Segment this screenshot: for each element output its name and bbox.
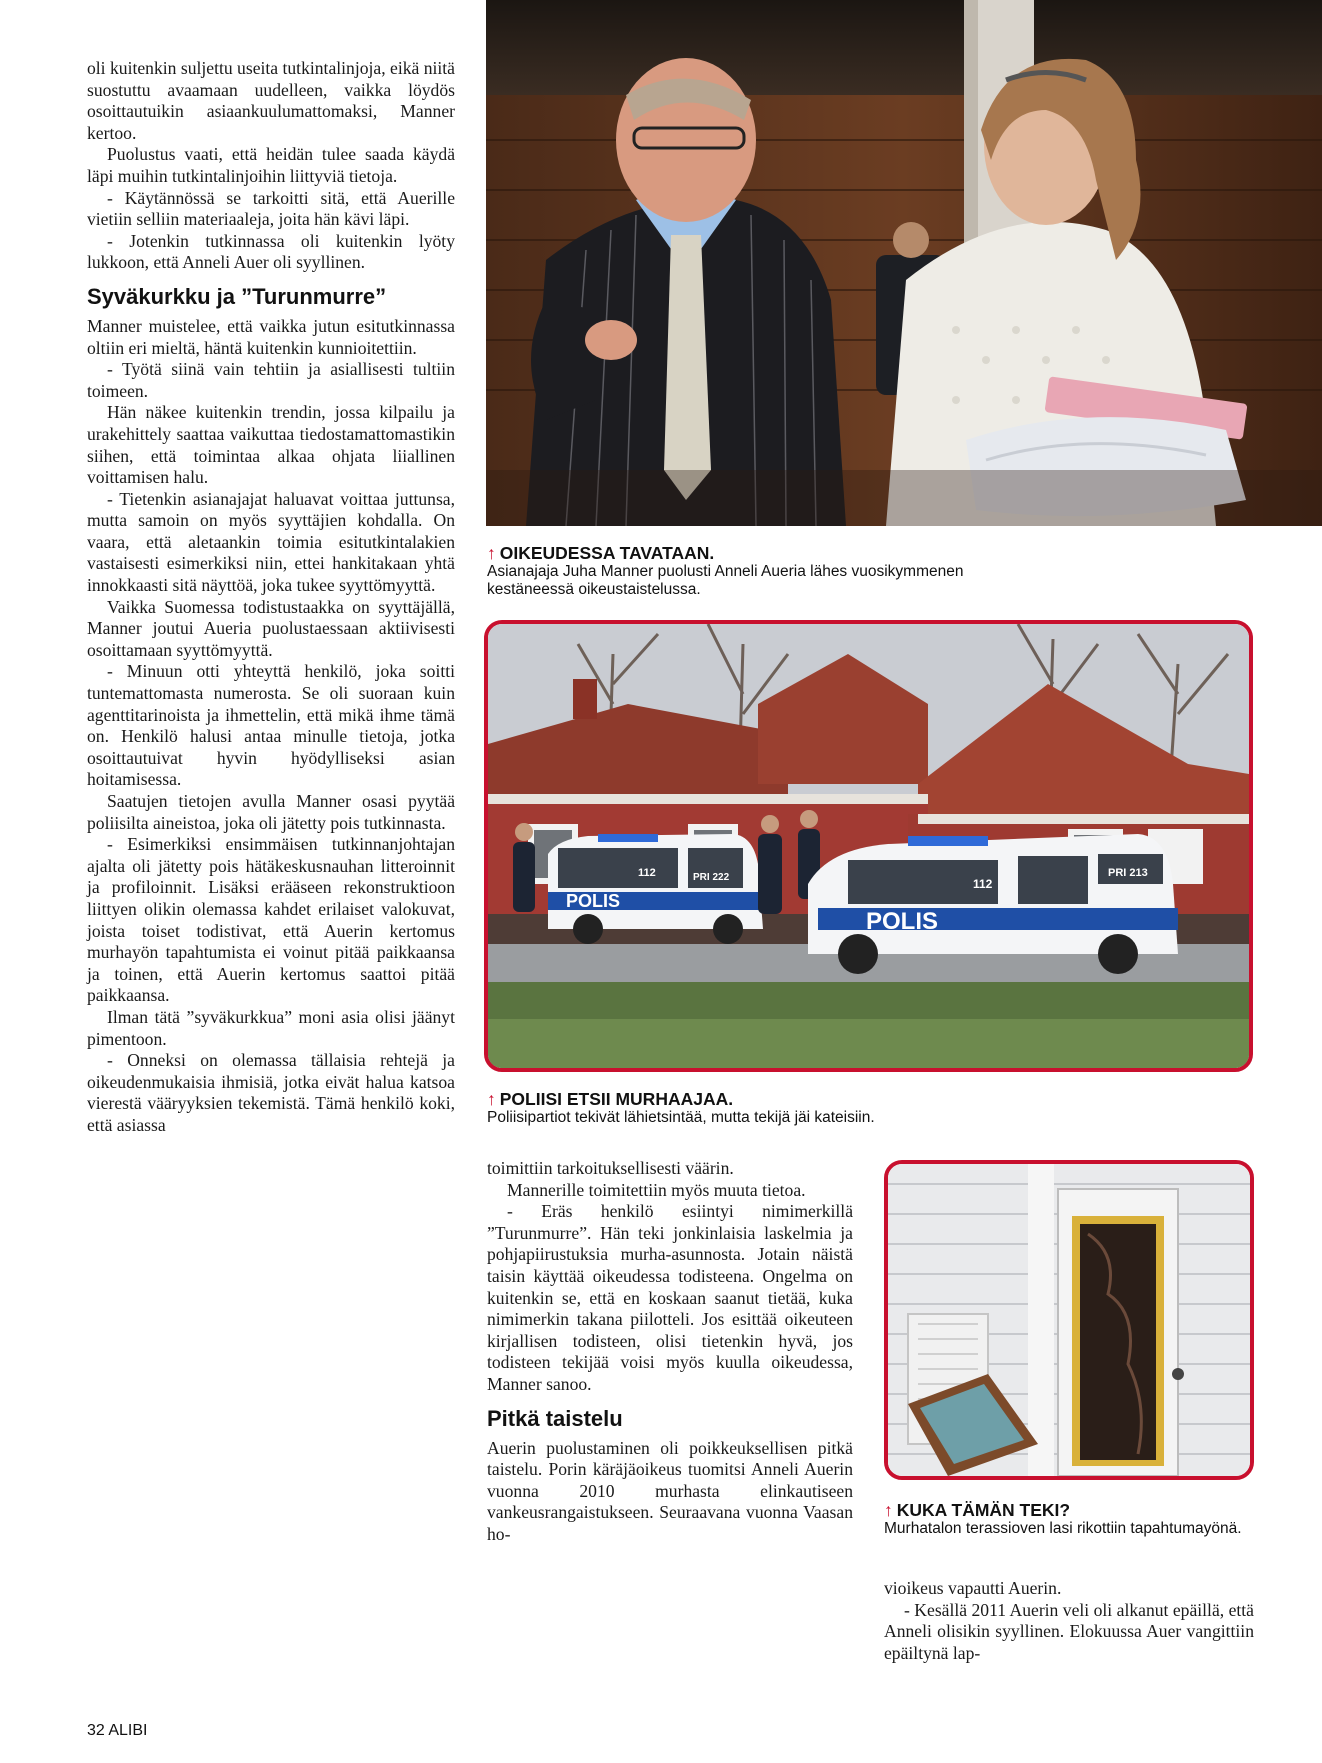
caption-title: ↑ POLIISI ETSII MURHAAJAA. bbox=[487, 1089, 734, 1109]
paragraph: Mannerille toimitettiin myös muuta tietoa. bbox=[507, 1179, 806, 1200]
van2-number: 112 bbox=[973, 877, 993, 891]
paragraph: - Kesällä 2011 Auerin veli oli alkanut epäillä, että Anneli olisikin syyllinen. Elokuussa Auer vangittiin epäiltynä lap- bbox=[884, 1599, 1254, 1663]
paragraph: - Esimerkiksi ensimmäisen tutkinnanjohtajan ajalta oli jätetty pois hätäkeskusnauhan litteroinnit ja profiloinnit. Lisäksi erääseen rekonstruktioon liittyen olikin olemassa kahdet erilaiset valokuvat, joista toiset todistivat, että Auerin kertomus murhayön tapahtumista ei voinut pitää paikkaansa ja toinen, että Auerin kertomus saattoi pitää paikkaansa. bbox=[87, 834, 455, 1006]
paragraph: Ilman tätä ”syväkurkkua” moni asia olisi jäänyt pimentoon. bbox=[87, 1006, 455, 1049]
police-van-1 bbox=[548, 834, 763, 944]
caption-title: ↑ KUKA TÄMÄN TEKI? bbox=[884, 1500, 1071, 1520]
paragraph: Manner muistelee, että vaikka jutun esitutkinnassa oltiin eri mieltä, häntä kuitenkin kunnioitettiin. bbox=[87, 315, 455, 358]
caption-text: Murhatalon terassioven lasi rikottiin tapahtumayönä. bbox=[884, 1520, 1242, 1537]
arrow-up-icon: ↑ bbox=[487, 543, 496, 563]
police-caption bbox=[487, 1089, 1047, 1127]
van2-plate: PRI 213 bbox=[1108, 867, 1148, 879]
section-heading: Pitkä taistelu bbox=[487, 1405, 623, 1431]
page-number: 32 ALIBI bbox=[87, 1722, 148, 1739]
paragraph: Vaikka Suomessa todistustaakka on syyttäjällä, Manner joutui Aueria puolustaessaan aktiivisesti osoittamaan syyttömyyttä. bbox=[87, 596, 455, 660]
article-column-1 bbox=[87, 58, 455, 1137]
paragraph: - Minuun otti yhteyttä henkilö, joka soitti tuntemattomasta numerosta. Se oli suoraan kuin agenttitarinoista ja ihmettelin, että mikä ihme tämä on. Henkilö halusi antaa minulle tietoja, jotka osoittautuivat hyvin hyödylliseksi asian hoitamisessa. bbox=[87, 661, 455, 790]
police-van-2 bbox=[808, 834, 1178, 974]
paragraph: - Tietenkin asianajajat haluavat voittaa juttunsa, mutta samoin on myös syyttäjien kohdalla. On vaara, että aletaankin toimia esitutkintalakien vastaisesti esimerkiksi niin, ettei hankitakaan yhtä innokkaasti sitä näyttöä, joka tukee syyttömyyttä. bbox=[87, 488, 455, 596]
paragraph: toimittiin tarkoituksellisesti väärin. bbox=[487, 1158, 734, 1178]
paragraph: oli kuitenkin suljettu useita tutkintalinjoja, eikä niitä suostuttu avaamaan uudelleen, vaikka löydös osoittautuikin asiaankuulumattomaksi, Manner kertoo. bbox=[87, 58, 455, 143]
police-photo bbox=[484, 620, 1253, 1072]
van2-polis-text: POLIS bbox=[866, 908, 939, 935]
caption-title: ↑ OIKEUDESSA TAVATAAN. bbox=[487, 543, 715, 563]
door-photo bbox=[884, 1160, 1254, 1480]
paragraph: Puolustus vaati, että heidän tulee saada käydä läpi muihin tutkintalinjoihin liittyviä tietoja. bbox=[87, 144, 455, 186]
court-photo bbox=[486, 0, 1322, 526]
van1-polis-text: POLIS bbox=[566, 891, 621, 911]
article-column-3 bbox=[884, 1578, 1254, 1664]
paragraph: - Jotenkin tutkinnassa oli kuitenkin lyöty lukkoon, että Anneli Auer oli syyllinen. bbox=[87, 230, 455, 273]
article-column-2 bbox=[487, 1158, 853, 1546]
paragraph: vioikeus vapautti Auerin. bbox=[884, 1578, 1062, 1598]
paragraph: - Työtä siinä vain tehtiin ja asiallisesti tultiin toimeen. bbox=[87, 359, 455, 401]
paragraph: - Eräs henkilö esiintyi nimimerkillä ”Turunmurre”. Hän teki jonkinlaisia laskelmia ja pohjapiirustuksia murha-asunnosta. Jotain näistä taisin käyttää oikeudessa todisteena. Ongelma on kuitenkin se, että en koskaan saanut tietää, kuka nimimerkin takana piilotteli. Jos esittää oikeuteen kirjallisen todisteen, olisi tietenkin hyvä, jos todisteen tekijää voisi myös kuulla oikeudessa, Manner sanoo. bbox=[487, 1201, 853, 1394]
paragraph: Saatujen tietojen avulla Manner osasi pyytää poliisilta aineistoa, joka oli jätetty pois tutkinnasta. bbox=[87, 791, 455, 833]
section-heading: Syväkurkku ja ”Turunmurre” bbox=[87, 283, 387, 309]
van1-plate: PRI 222 bbox=[693, 872, 730, 883]
caption-text: Poliisipartiot tekivät lähietsintää, mutta tekijä jäi kateisiin. bbox=[487, 1109, 875, 1126]
arrow-up-icon: ↑ bbox=[884, 1500, 893, 1520]
paragraph: Auerin puolustaminen oli poikkeuksellisen pitkä taistelu. Porin käräjäoikeus tuomitsi Anneli Auerin vuonna 2010 murhasta elinkautiseen vankeusrangaistukseen. Seuraavana vuonna Vaasan ho- bbox=[487, 1437, 853, 1544]
door-caption bbox=[884, 1500, 1254, 1538]
paragraph: - Onneksi on olemassa tällaisia rehtejä ja oikeudenmukaisia ihmisiä, jotka eivät halua katsoa vierestä vääryyksien tekemistä. Tämä henkilö koki, että asiassa bbox=[87, 1050, 455, 1135]
court-caption bbox=[487, 543, 987, 599]
paragraph: Hän näkee kuitenkin trendin, jossa kilpailu ja urakehittely saattaa vaikuttaa tiedostamattomastikin siihen, että toimintaa alkaa ohjata liiallinen voittamisen halu. bbox=[87, 402, 455, 488]
paragraph: - Käytännössä se tarkoitti sitä, että Auerille vietiin selliin materiaaleja, joita hän kävi läpi. bbox=[87, 187, 455, 230]
van1-number: 112 bbox=[638, 867, 656, 879]
arrow-up-icon: ↑ bbox=[487, 1089, 496, 1109]
caption-text: Asianajaja Juha Manner puolusti Anneli Aueria lähes vuosikymmenen kestäneessä oikeustaistelussa. bbox=[487, 563, 964, 598]
